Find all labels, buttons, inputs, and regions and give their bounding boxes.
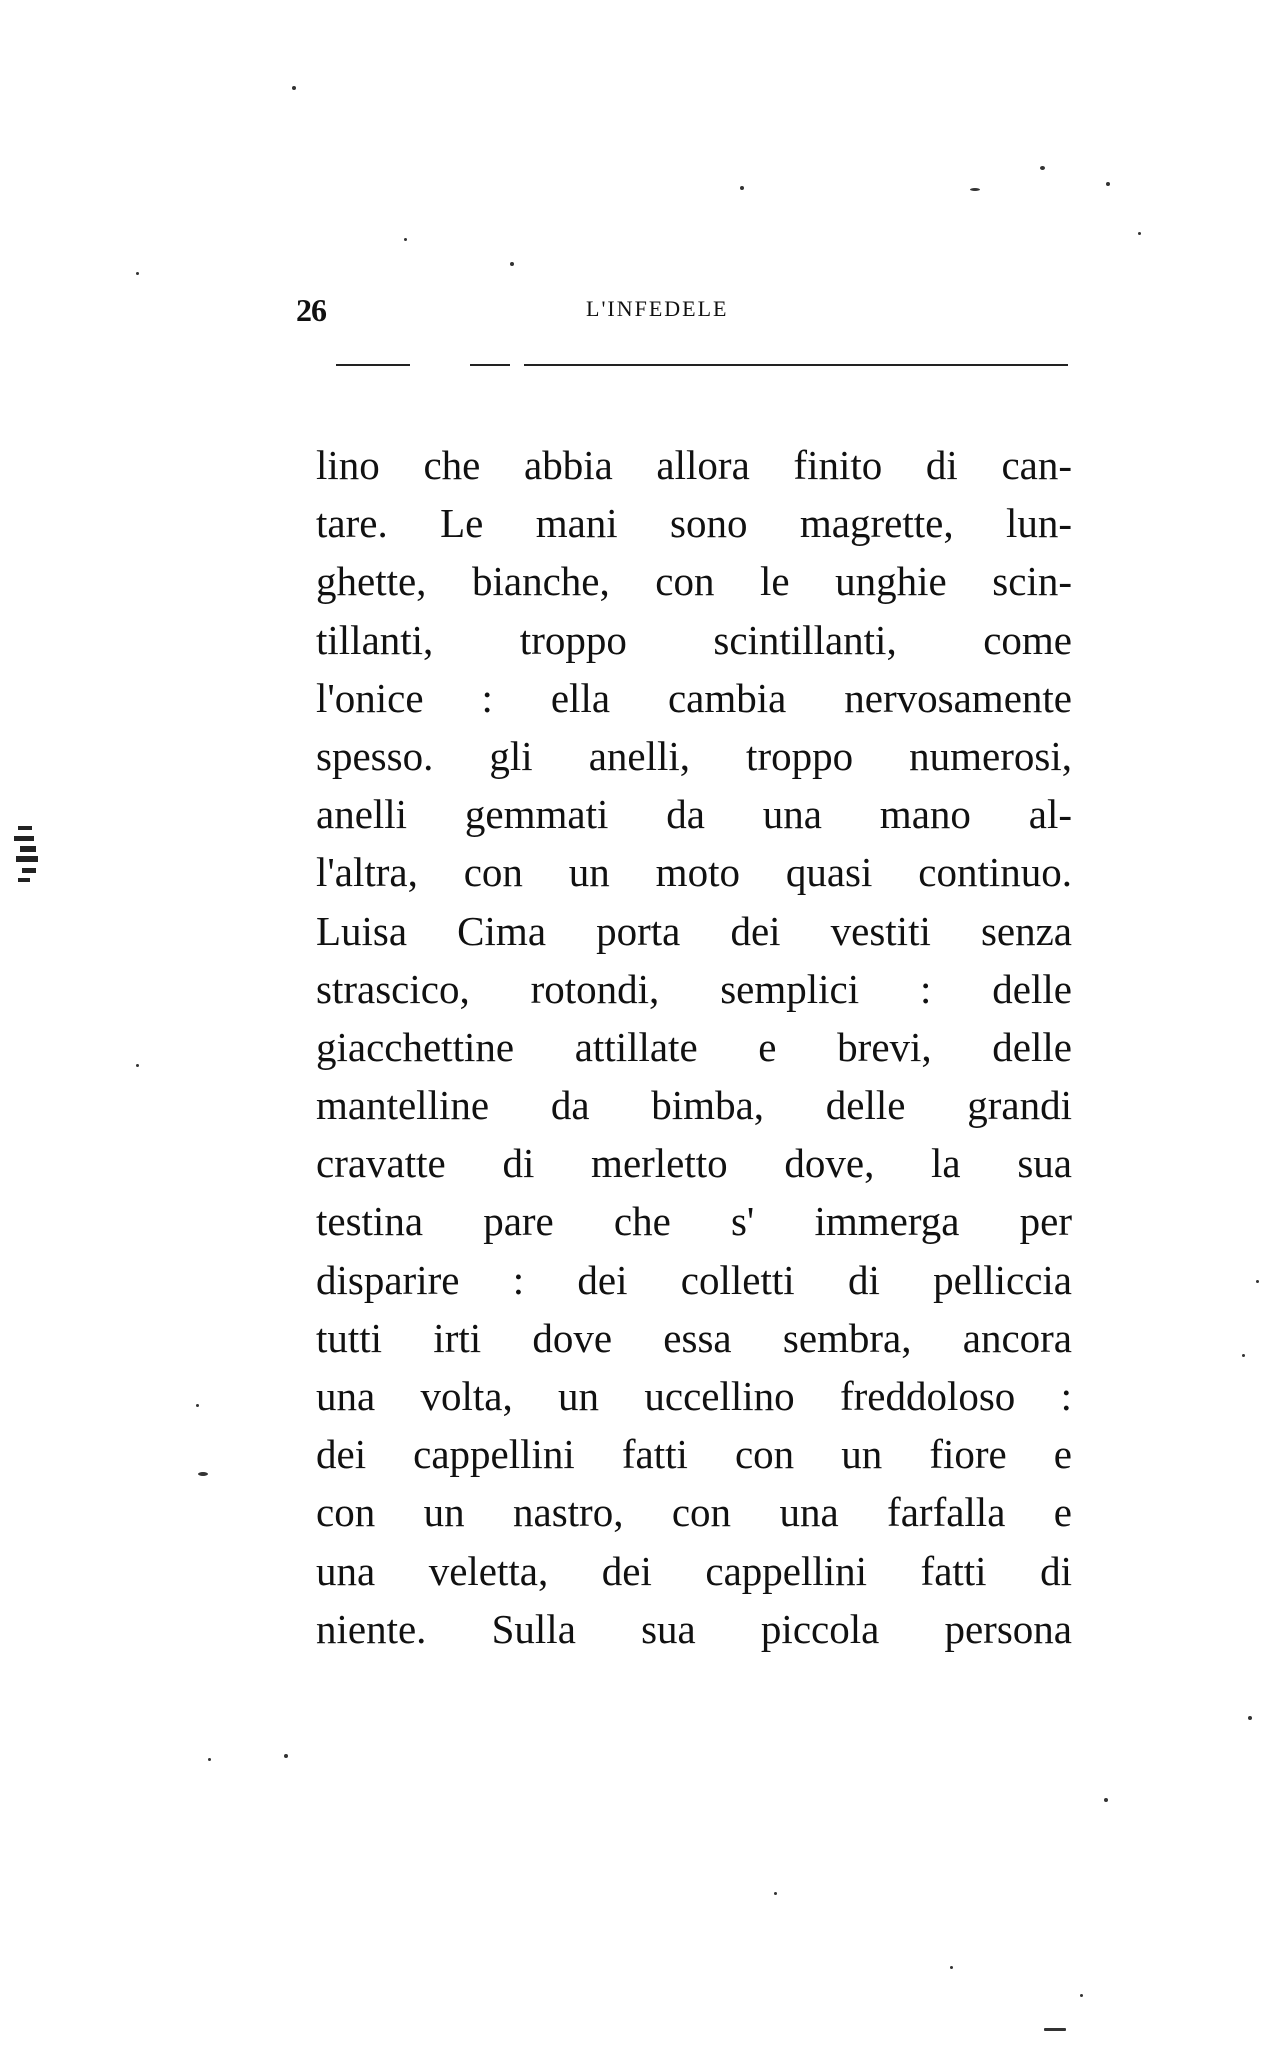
text-line: con un nastro, con una farfalla e: [316, 1489, 1072, 1536]
text-line: dei cappellini fatti con un fiore e: [316, 1431, 1072, 1478]
scan-speck: [136, 1064, 139, 1067]
scan-speck: [292, 86, 296, 90]
margin-smudge: [14, 826, 44, 884]
scan-speck: [404, 238, 407, 241]
text-line: strascico, rotondi, semplici : delle: [316, 965, 1072, 1012]
scan-speck: [208, 1758, 211, 1761]
header-rule-gap: [410, 360, 470, 368]
text-line: una veletta, dei cappellini fatti di: [316, 1547, 1072, 1594]
text-line: spesso. gli anelli, troppo numerosi,: [316, 732, 1072, 779]
scan-speck: [1138, 232, 1141, 235]
running-title: L'INFEDELE: [586, 296, 729, 321]
header-rule-gap: [510, 360, 524, 368]
scan-speck: [970, 188, 980, 191]
running-head: [296, 292, 1068, 332]
text-line: giacchettine attillate e brevi, delle: [316, 1023, 1072, 1070]
text-line: Luisa Cima porta dei vestiti senza: [316, 907, 1072, 954]
text-line: ghette, bianche, con le unghie scin-: [316, 558, 1072, 605]
text-line: testina pare che s' immerga per: [316, 1198, 1072, 1245]
scan-speck: [198, 1472, 208, 1476]
scan-speck: [950, 1966, 953, 1969]
scan-speck: [1256, 1280, 1259, 1283]
text-line: l'altra, con un moto quasi continuo.: [316, 849, 1072, 896]
text-line: tare. Le mani sono magrette, lun-: [316, 500, 1072, 547]
scan-speck: [510, 262, 514, 266]
scan-speck: [740, 186, 744, 190]
text-line: lino che abbia allora finito di can-: [316, 442, 1072, 488]
text-line: mantelline da bimba, delle grandi: [316, 1082, 1072, 1129]
scan-speck: [284, 1754, 288, 1758]
scan-speck: [1106, 182, 1110, 186]
text-line: tillanti, troppo scintillanti, come: [316, 616, 1072, 663]
scan-speck: [1242, 1354, 1245, 1357]
scan-speck: [1080, 1994, 1083, 1997]
text-line: anelli gemmati da una mano al-: [316, 791, 1072, 838]
text-line: una volta, un uccellino freddoloso :: [316, 1373, 1072, 1419]
text-line: cravatte di merletto dove, la sua: [316, 1140, 1072, 1187]
text-line: disparire : dei colletti di pelliccia: [316, 1256, 1072, 1303]
scan-speck: [1044, 2028, 1066, 2031]
scan-speck: [1248, 1716, 1252, 1720]
text-line: niente. Sulla sua piccola persona: [316, 1605, 1072, 1652]
text-line: tutti irti dove essa sembra, ancora: [316, 1314, 1072, 1361]
scan-speck: [774, 1892, 777, 1895]
scan-speck: [196, 1404, 199, 1407]
scan-speck: [1104, 1798, 1108, 1802]
scan-speck: [1040, 166, 1045, 170]
text-line: l'onice : ella cambia nervosamente: [316, 674, 1072, 721]
page-number: 26: [296, 292, 326, 328]
scan-speck: [136, 272, 139, 275]
body-text: [316, 436, 1072, 1658]
